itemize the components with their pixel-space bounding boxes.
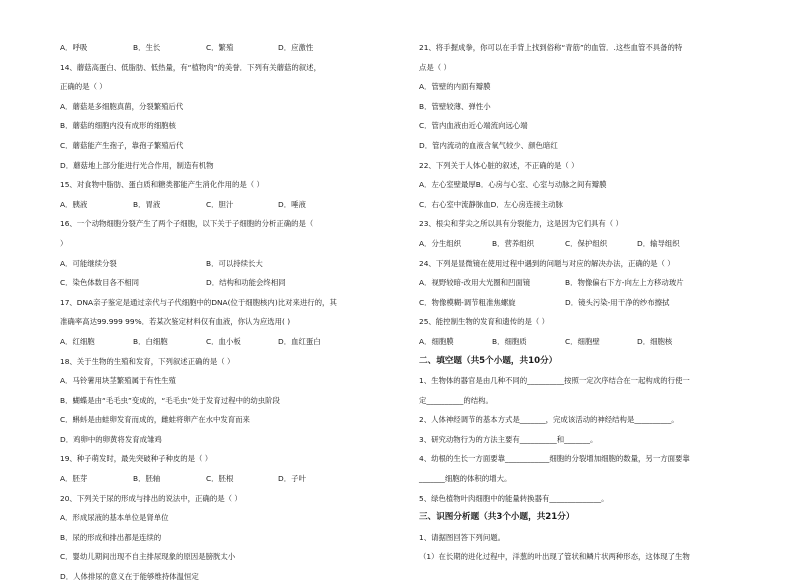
q13-option-b[interactable]: B．生长 bbox=[133, 43, 161, 52]
q24-option-a[interactable]: A．视野较暗-改用大光圈和凹面镜 bbox=[419, 278, 531, 288]
q16-stem: 16、一个动物细胞分裂产生了两个子细胞，以下关于子细胞的分析正确的是（ bbox=[60, 219, 314, 229]
q23-option-c[interactable]: C．保护组织 bbox=[565, 238, 608, 248]
q15-options bbox=[60, 195, 400, 215]
q17-option-d[interactable]: D．血红蛋白 bbox=[278, 336, 321, 346]
right-column bbox=[419, 38, 764, 567]
figure-question-1: 1、请据图回答下列问题。 bbox=[419, 532, 506, 542]
q21-stem-cont: 点是（ ） bbox=[419, 62, 451, 72]
q19-option-b[interactable]: B．胚轴 bbox=[133, 474, 161, 484]
q23-option-d[interactable]: D．输导组织 bbox=[637, 238, 680, 248]
q16-options-ab bbox=[60, 254, 400, 274]
fill-question-4: 4、幼根的生长一方面要靠____________细胞的分裂增加细胞的数量，另一方面要靠 bbox=[419, 454, 690, 464]
q21-option-a[interactable]: A．管壁的内面有瓣膜 bbox=[419, 82, 491, 92]
q20-option-c[interactable]: C．婴幼儿期间出现不自主排尿现象的原因是膀胱太小 bbox=[60, 552, 236, 562]
q14-option-c[interactable]: C．蘑菇能产生孢子，靠孢子繁殖后代 bbox=[60, 140, 184, 150]
q19-options bbox=[60, 469, 400, 489]
fill-question-5: 5、绿色植物叶肉细胞中的能量转换器有______________。 bbox=[419, 493, 609, 503]
fill-question-1-cont: 定__________的结构。 bbox=[419, 395, 493, 405]
q14-stem: 14、蘑菇高蛋白、低脂肪、低热量，有“植物肉”的美誉．下列有关蘑菇的叙述， bbox=[60, 62, 321, 72]
q23-stem: 23、根尖和芽尖之所以具有分裂能力，这是因为它们具有（ ） bbox=[419, 219, 623, 229]
q15-option-c[interactable]: C．胆汁 bbox=[206, 199, 234, 209]
q25-option-a[interactable]: A．细胞膜 bbox=[419, 336, 454, 346]
fill-question-3: 3、研究动物行为的方法主要有__________和_______。 bbox=[419, 434, 598, 444]
left-column bbox=[60, 38, 400, 587]
fill-question-2: 2、人体神经调节的基本方式是_______，完成该活动的神经结构是__________。 bbox=[419, 415, 679, 425]
q23-options bbox=[419, 234, 764, 254]
q15-option-d[interactable]: D．唾液 bbox=[278, 199, 306, 209]
q18-option-a[interactable]: A．马铃薯用块茎繁殖属于有性生殖 bbox=[60, 376, 176, 386]
q19-option-a[interactable]: A．胚芽 bbox=[60, 474, 88, 484]
q19-stem: 19、种子萌发时，最先突破种子种皮的是（ ） bbox=[60, 454, 213, 464]
q17-stem-cont: 准确率高达99.999 99%．若某次鉴定材料仅有血液，你认为应选用( ) bbox=[60, 317, 291, 327]
q22-stem: 22、下列关于人体心脏的叙述，不正确的是（ ） bbox=[419, 160, 579, 170]
q25-stem: 25、能控制生物的发育和遗传的是（ ） bbox=[419, 317, 550, 327]
q25-option-d[interactable]: D．细胞核 bbox=[637, 336, 673, 346]
fill-question-1: 1、生物体的器官是由几种不同的__________按照一定次序结合在一起构成的行使一 bbox=[419, 376, 690, 386]
q15-option-a[interactable]: A．胰液 bbox=[60, 199, 88, 209]
q14-option-a[interactable]: A．蘑菇是多细胞真菌，分裂繁殖后代 bbox=[60, 101, 184, 111]
q21-stem: 21、将手握成拳，你可以在手背上找到俗称“青筋”的血管．.这些血管不具备的特 bbox=[419, 43, 683, 52]
q21-option-b[interactable]: B．管壁较薄、弹性小 bbox=[419, 101, 491, 111]
q15-stem: 15、对食物中脂肪、蛋白质和糖类都能产生消化作用的是（ ） bbox=[60, 180, 264, 190]
q16-stem-cont: ） bbox=[60, 238, 68, 248]
q21-option-c[interactable]: C．管内血液由近心端流向远心端 bbox=[419, 121, 528, 131]
q18-option-b[interactable]: B．蝴蝶是由“毛毛虫”变成的，“毛毛虫”处于发育过程中的幼虫阶段 bbox=[60, 395, 280, 405]
q20-option-a[interactable]: A．形成尿液的基本单位是肾单位 bbox=[60, 513, 169, 523]
q17-option-b[interactable]: B．白细胞 bbox=[133, 336, 168, 346]
q18-stem: 18、关于生物的生殖和发育，下列叙述正确的是（ ） bbox=[60, 356, 235, 366]
q23-option-b[interactable]: B．营养组织 bbox=[492, 238, 535, 248]
q17-option-a[interactable]: A．红细胞 bbox=[60, 336, 95, 346]
q14-option-b[interactable]: B．蘑菇的细胞内没有成形的细胞核 bbox=[60, 121, 176, 131]
q24-options-ab bbox=[419, 273, 764, 293]
q16-option-d[interactable]: D．结构和功能会终相同 bbox=[206, 278, 286, 288]
q19-option-c[interactable]: C．胚根 bbox=[206, 474, 234, 484]
q24-option-d[interactable]: D．镜头污染-用干净的纱布擦拭 bbox=[565, 297, 670, 307]
q14-option-d[interactable]: D．蘑菇地上部分能进行光合作用，制造有机物 bbox=[60, 160, 214, 170]
q13-options bbox=[60, 38, 400, 58]
q24-stem: 24、下列是显微镜在使用过程中遇到的问题与对应的解决办法，正确的是（ ） bbox=[419, 258, 675, 268]
q25-option-c[interactable]: C．细胞壁 bbox=[565, 336, 600, 346]
fill-question-4-cont: _______细胞的体积的增大。 bbox=[419, 474, 512, 484]
q20-option-b[interactable]: B．尿的形成和排出都是连续的 bbox=[60, 532, 162, 542]
q19-option-d[interactable]: D．子叶 bbox=[278, 474, 306, 484]
q21-option-d[interactable]: D．管内流动的血液含氧气较少、颜色暗红 bbox=[419, 140, 558, 150]
q24-options-cd bbox=[419, 293, 764, 313]
q16-option-c[interactable]: C．染色体数目各不相同 bbox=[60, 278, 140, 288]
q16-option-b[interactable]: B．可以持续长大 bbox=[206, 258, 263, 268]
q25-option-b[interactable]: B．细胞质 bbox=[492, 336, 527, 346]
section-fill-blank-title: 二、填空题（共5个小题，共10分） bbox=[419, 355, 558, 366]
q24-option-b[interactable]: B．物像偏右下方-向左上方移动玻片 bbox=[565, 278, 684, 288]
q20-option-d[interactable]: D．人体排尿的意义在于能够维持体温恒定 bbox=[60, 572, 199, 582]
q14-stem-cont: 正确的是（ ） bbox=[60, 82, 107, 92]
q13-option-a[interactable]: A．呼吸 bbox=[60, 43, 88, 52]
figure-question-1-part-1: （1）在长期的进化过程中，洋葱的叶出现了管状和鳞片状两种形态，这体现了生物 bbox=[419, 552, 690, 562]
q23-option-a[interactable]: A．分生组织 bbox=[419, 238, 462, 248]
q16-options-cd bbox=[60, 273, 400, 293]
q22-options-cd[interactable]: C．右心室中流静脉血D．左心房连接主动脉 bbox=[419, 199, 563, 209]
q17-stem: 17、DNA亲子鉴定是通过亲代与子代细胞中的DNA(位于细胞核内)比对来进行的，其 bbox=[60, 297, 337, 307]
q22-options-ab[interactable]: A．左心室壁最厚B．心房与心室、心室与动脉之间有瓣膜 bbox=[419, 180, 607, 190]
section-figure-analysis-title: 三、识图分析题（共3个小题，共21分） bbox=[419, 512, 575, 523]
q25-options bbox=[419, 332, 764, 352]
q20-stem: 20、下列关于尿的形成与排出的说法中，正确的是（ ） bbox=[60, 493, 242, 503]
q17-options bbox=[60, 332, 400, 352]
q17-option-c[interactable]: C．血小板 bbox=[206, 336, 241, 346]
q24-option-c[interactable]: C．物像模糊-调节粗准焦螺旋 bbox=[419, 297, 516, 307]
q13-option-c[interactable]: C．繁殖 bbox=[206, 43, 234, 52]
q16-option-a[interactable]: A．可能继续分裂 bbox=[60, 258, 117, 268]
q13-option-d[interactable]: D．应激性 bbox=[278, 43, 314, 52]
q18-option-c[interactable]: C．蝌蚪是由蛙卵发育而成的，雌蛙将卵产在水中发育而来 bbox=[60, 415, 250, 425]
q15-option-b[interactable]: B．胃液 bbox=[133, 199, 161, 209]
q18-option-d[interactable]: D．鸡卵中的卵黄将发育成雏鸡 bbox=[60, 434, 162, 444]
